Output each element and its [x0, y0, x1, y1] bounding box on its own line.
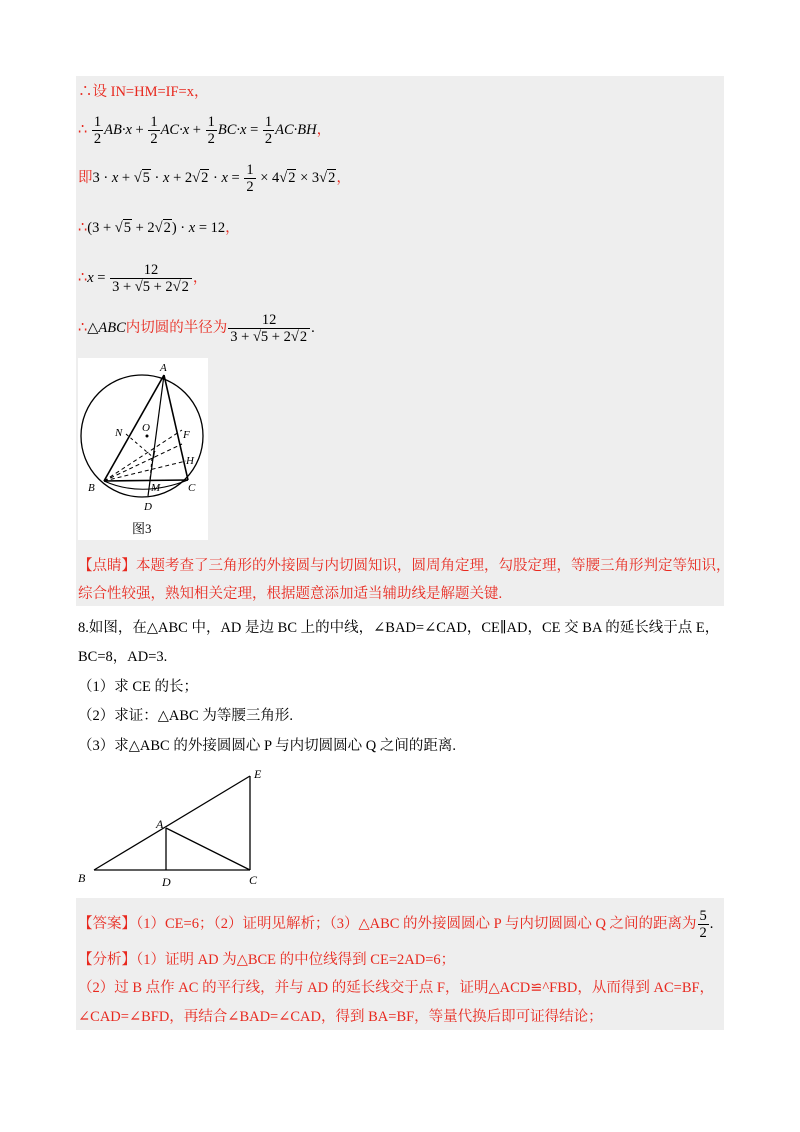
- fig3-label-c: C: [188, 482, 196, 494]
- fig3-label-d: D: [144, 501, 152, 513]
- analysis-line-3: ∠CAD=∠BFD，再结合∠BAD=∠CAD，得到 BA=BF，等量代换后即可证得结论；: [78, 1009, 603, 1025]
- fig8-label-b: B: [78, 871, 86, 885]
- solution-line-3: 即3 · x + √5 · x + 2√2 · x = $\frac{1}{2}$ × 4√2 × 3√2，: [78, 162, 351, 196]
- question-2: （2）求证：△ABC 为等腰三角形.: [78, 708, 293, 724]
- analysis-line-1: 【分析】（1）证明 AD 为△BCE 的中位线得到 CE=2AD=6；: [78, 952, 456, 968]
- comment-line-2: 综合性较强，熟知相关定理，根据题意添加适当辅助线是解题关键.: [78, 586, 503, 602]
- half-fraction: $\frac{1}{2}$: [93, 114, 102, 148]
- problem-line-2: BC=8，AD=3.: [78, 649, 168, 665]
- comment-line-1: 【点睛】本题考查了三角形的外接圆与内切圆知识，圆周角定理，勾股定理，等腰三角形判定等知识，: [78, 558, 731, 574]
- radius-fraction: $\frac{12}{3 + √5 + 2√2}$: [228, 312, 310, 345]
- solution-line-4: ∴(3 + √5 + 2√2) · x = 12，: [78, 220, 240, 236]
- question-1: （1）求 CE 的长；: [78, 679, 199, 695]
- answer-line: 【答案】（1）CE=6；（2）证明见解析；（3）△ABC 的外接圆圆心 P 与内切圆圆心 Q 之间的距离为 $\frac{5}{2}$ .: [78, 908, 714, 942]
- fig3-label-f: F: [183, 429, 190, 441]
- fig3-label-h: H: [186, 455, 194, 467]
- fig8-label-a: A: [156, 817, 164, 831]
- figure-3: [78, 358, 208, 540]
- fig3-caption: 图3: [132, 521, 152, 536]
- solution-line-2: ∴ $\frac{1}{2}$ AB·x + $\frac{1}{2}$ AC·x + $\frac{1}{2}$ BC·x = $\frac{1}{2}$ AC·BH，: [78, 114, 332, 148]
- fig3-label-o: O: [142, 422, 150, 434]
- half-fraction: $\frac{1}{2}$: [246, 162, 254, 196]
- fig8-label-d: D: [162, 875, 171, 889]
- question-3: （3）求△ABC 的外接圆圆心 P 与内切圆圆心 Q 之间的距离.: [78, 738, 456, 754]
- solution-line-1: ∴设 IN=HM=IF=x，: [78, 84, 209, 100]
- comment-label: 【点睛】: [78, 558, 136, 574]
- half-fraction: $\frac{1}{2}$: [264, 114, 273, 148]
- fig3-label-n: N: [115, 427, 123, 439]
- fig8-label-c: C: [249, 873, 258, 887]
- fig8-label-e: E: [254, 767, 262, 781]
- figure-problem-8: [72, 762, 272, 894]
- x-fraction: $\frac{12}{3 + √5 + 2√2}$: [110, 262, 192, 295]
- answer-fraction: $\frac{5}{2}$: [699, 908, 707, 942]
- fig3-label-b: B: [88, 482, 95, 494]
- analysis-label: 【分析】: [78, 952, 136, 968]
- fig3-label-a: A: [160, 362, 167, 374]
- fig3-label-m: M: [151, 482, 161, 494]
- fig3-label-i: I: [152, 449, 156, 461]
- solution-line-6: ∴△ABC内切圆的半径为 $\frac{12}{3 + √5 + 2√2}$ .: [78, 312, 315, 346]
- problem-line-1: 8.如图，在△ABC 中，AD 是边 BC 上的中线，∠BAD=∠CAD，CE∥AD，CE 交 BA 的延长线于点 E，: [78, 620, 720, 636]
- half-fraction: $\frac{1}{2}$: [150, 114, 158, 148]
- answer-label: 【答案】: [78, 916, 136, 932]
- solution-line-5: ∴x = $\frac{12}{3 + √5 + 2√2}$ ，: [78, 262, 208, 296]
- half-fraction: $\frac{1}{2}$: [207, 114, 215, 148]
- analysis-line-2: （2）过 B 点作 AC 的平行线，并与 AD 的延长线交于点 F，证明△ACD≌^FBD，从而得到 AC=BF，: [78, 980, 715, 996]
